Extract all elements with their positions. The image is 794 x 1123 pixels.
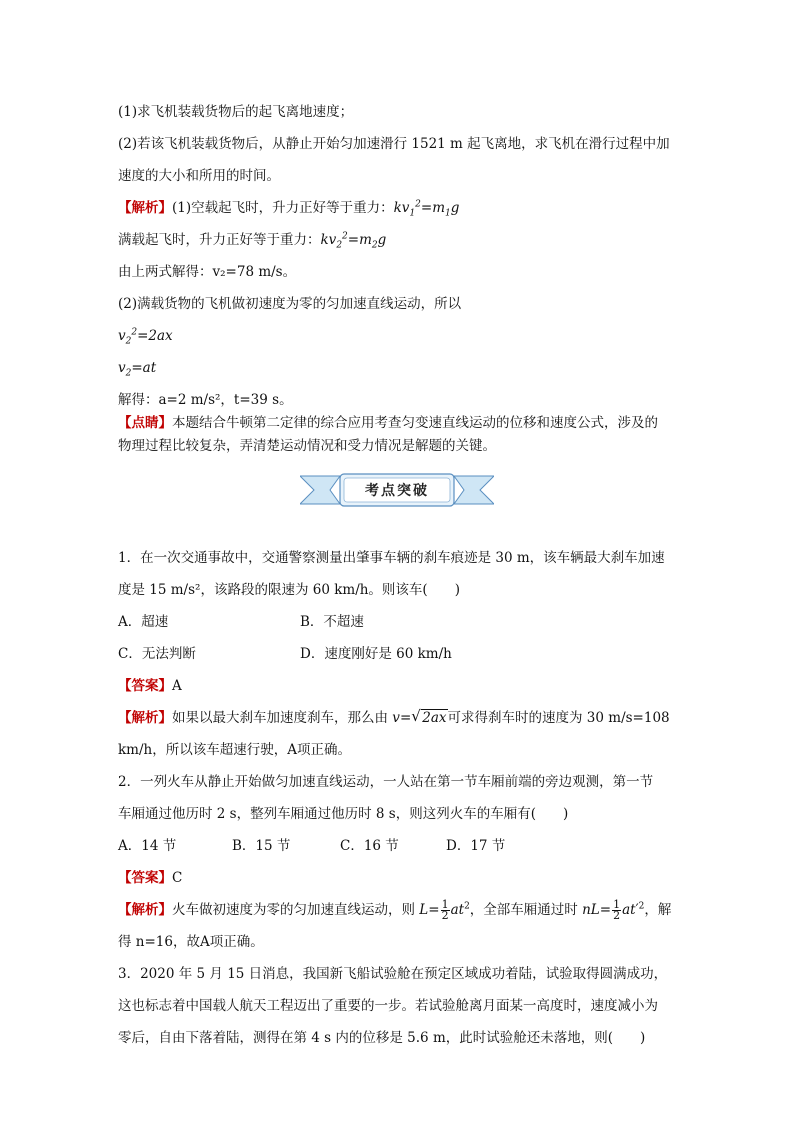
question-line: 这也标志着中国载人航天工程迈出了重要的一步。若试验舱离月面某一高度时，速度减小为 xyxy=(118,998,658,1014)
formula: v xyxy=(392,710,400,726)
text-line: 得 n=16，故A项正确。 xyxy=(118,934,264,950)
option-b: B．不超速 xyxy=(300,614,364,630)
fraction: $\frac{1}{2}$ xyxy=(441,898,449,922)
formula: $kv_1^2=m_1g$ xyxy=(393,199,460,219)
section-title: 考点突破 xyxy=(365,483,429,499)
solution-line: 【解析】火车做初速度为零的匀加速直线运动，则 L= $\frac{1}{2}$ $at^2$，全部车厢通过时 nL= $\frac{1}{2}$ $at'^2$，解 xyxy=(118,898,672,922)
text-line xyxy=(118,230,386,250)
answer-tag: 【答案】 xyxy=(118,678,172,694)
option-a: A．超速 xyxy=(118,614,169,630)
text-span: 可求得刹车时的速度为 30 m/s=108 xyxy=(447,710,670,726)
text-line: (2)满载货物的飞机做初速度为零的匀加速直线运动，所以 xyxy=(118,296,462,312)
formula: $kv_2^2=m_2g$ xyxy=(320,231,387,251)
question-line: 2．一列火车从静止开始做匀加速直线运动，一人站在第一节车厢前端的旁边观测，第一节 xyxy=(118,774,654,790)
option-c: C．16 节 xyxy=(340,838,399,854)
formula: L xyxy=(419,902,429,918)
text-span: 本题结合牛顿第二定律的综合应用考查匀变速直线运动的位移和速度公式，涉及的 xyxy=(172,415,658,431)
formula-line: $v_2=at$ xyxy=(118,360,157,379)
solution-tag: 【解析】 xyxy=(118,902,172,918)
answer-line xyxy=(118,868,182,888)
text-span: ，全部车厢通过时 xyxy=(469,902,578,918)
answer-tag: 【答案】 xyxy=(118,870,172,886)
answer-line xyxy=(118,676,182,696)
text-line: 速度的大小和所用的时间。 xyxy=(118,168,280,184)
option-b: B．15 节 xyxy=(232,838,291,854)
option-d: D．速度刚好是 60 km/h xyxy=(300,646,452,662)
text-line: 由上两式解得：v₂=78 m/s。 xyxy=(118,264,297,280)
formula-line: $v_2^2=2ax$ xyxy=(118,327,173,347)
note-tag: 【点睛】 xyxy=(118,415,172,431)
text-span: 火车做初速度为零的匀加速直线运动，则 xyxy=(172,902,415,918)
fraction: $\frac{1}{2}$ xyxy=(613,898,621,922)
text-span: ，解 xyxy=(644,902,672,918)
option-d: D．17 节 xyxy=(446,838,506,854)
question-line: 1．在一次交通事故中，交通警察测量出肇事车辆的刹车痕迹是 30 m，该车辆最大刹车加速 xyxy=(118,550,665,566)
text-span: 如果以最大刹车加速度刹车，那么由 xyxy=(172,710,388,726)
question-line: 零后，自由下落着陆，测得在第 4 s 内的位移是 5.6 m，此时试验舱还未落地，则( ) xyxy=(118,1030,646,1046)
text-span: (1)空载起飞时，升力正好等于重力： xyxy=(172,200,394,216)
option-c: C．无法判断 xyxy=(118,646,196,662)
text-line: (1)求飞机装载货物后的起飞离地速度； xyxy=(118,104,354,120)
question-line: 度是 15 m/s²，该路段的限速为 60 km/h。则该车( ) xyxy=(118,582,460,598)
answer-value: C xyxy=(172,870,183,886)
formula: at xyxy=(450,902,465,918)
solution-tag: 【解析】 xyxy=(118,200,172,216)
question-line: 3．2020 年 5 月 15 日消息，我国新飞船试验舱在预定区域成功着陆，试验取得圆满成功， xyxy=(118,966,668,982)
text-line: km/h，所以该车超速行驶，A项正确。 xyxy=(118,742,351,758)
text-line: (2)若该飞机装载货物后，从静止开始匀加速滑行 1521 m 起飞离地，求飞机在滑行过程中加 xyxy=(118,136,670,152)
solution-line xyxy=(118,198,459,218)
answer-value: A xyxy=(172,678,182,694)
solution-line: 【解析】如果以最大刹车加速度刹车，那么由 v= √ 2ax可求得刹车时的速度为 30 m/s=108 xyxy=(118,707,670,726)
formula: at xyxy=(622,902,636,918)
option-a: A．14 节 xyxy=(118,838,177,854)
question-line: 车厢通过他历时 2 s，整列车厢通过他历时 8 s，则这列火车的车厢有( ) xyxy=(118,806,569,822)
text-line: 物理过程比较复杂，弄清楚运动情况和受力情况是解题的关键。 xyxy=(118,438,496,454)
text-span: 满载起飞时，升力正好等于重力： xyxy=(118,232,321,248)
text-line: 解得：a=2 m/s²，t=39 s。 xyxy=(118,392,293,408)
formula: nL xyxy=(582,902,600,918)
sqrt-formula: √ 2ax xyxy=(411,707,447,726)
note-line xyxy=(118,413,658,433)
solution-tag: 【解析】 xyxy=(118,710,172,726)
